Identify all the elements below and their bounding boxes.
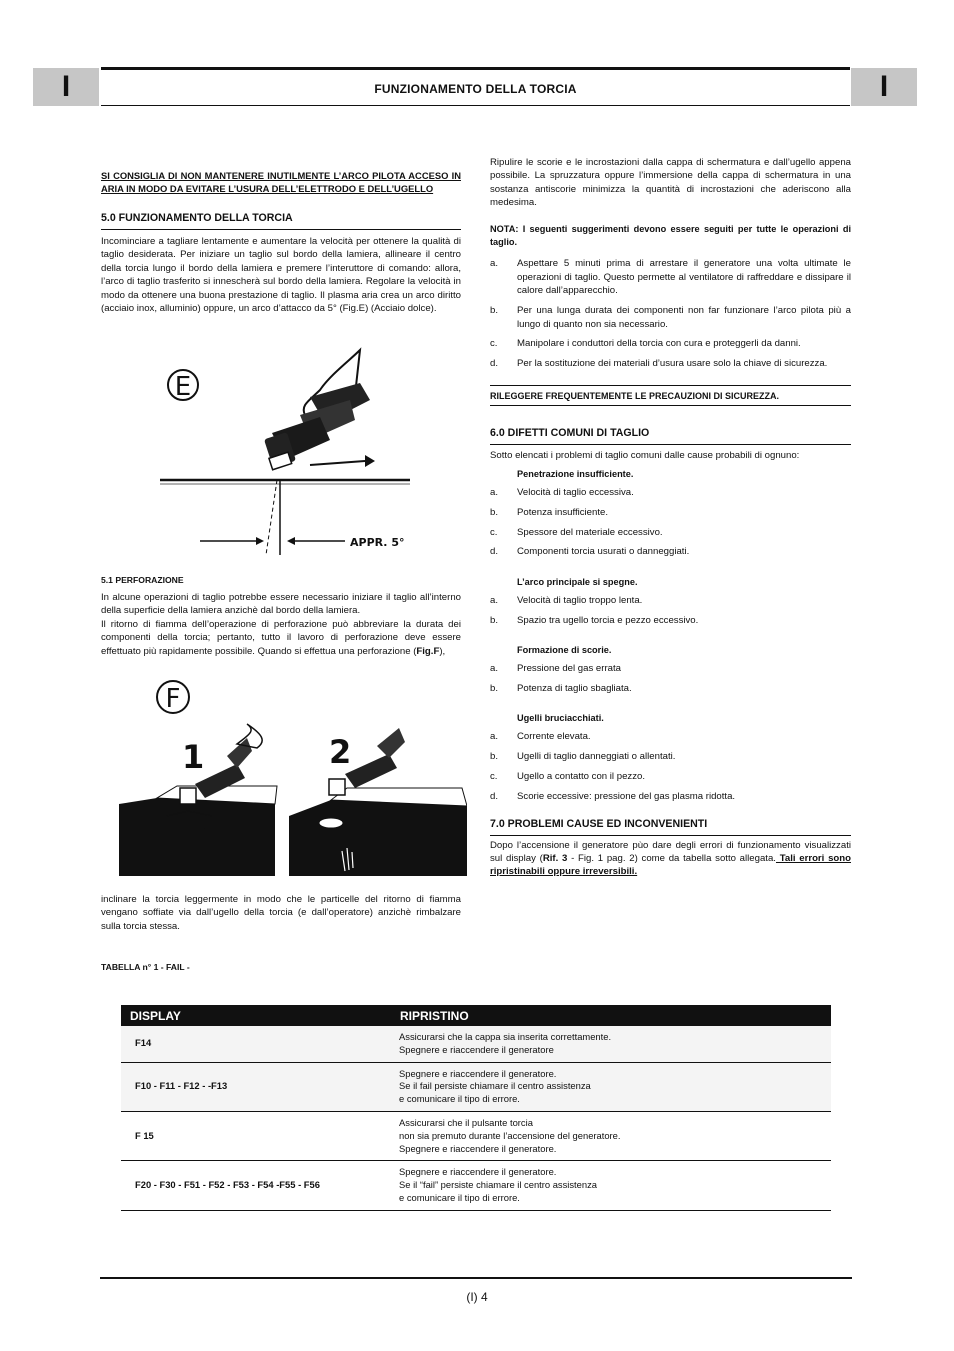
list-item: a. Pressione del gas errata bbox=[490, 663, 621, 675]
list-item: a. Velocità di taglio troppo lenta. bbox=[490, 594, 643, 606]
error-code: F10 - F11 - F12 - -F13 bbox=[121, 1062, 391, 1111]
table-row bbox=[121, 1111, 831, 1160]
list-item: b. Potenza insufficiente. bbox=[490, 506, 609, 518]
note-text: NOTA: I seguenti suggerimenti devono essere seguiti per tutte le operazioni di taglio. bbox=[490, 223, 851, 248]
list-item: c. Ugello a contatto con il pezzo. bbox=[490, 771, 645, 783]
table-header-restore: RIPRISTINO bbox=[391, 1005, 831, 1026]
section-5-0-title: 5.0 FUNZIONAMENTO DELLA TORCIA bbox=[101, 212, 461, 230]
figure-f-letter: F bbox=[165, 684, 181, 714]
after-figure-text: inclinare la torcia leggermente in modo che le particelle del ritorno di fiamma vengano soffiate via dall’ugello della torcia (e dall’operatore) anzichè rimbalzare sulla torcia stessa. bbox=[101, 894, 461, 932]
restore-instructions: Spegnere e riaccendere il generatore. Se il “fail” persiste chiamare il centro assistenza e comunicare il tipo di errore. bbox=[391, 1161, 831, 1210]
language-tab-left: I bbox=[33, 68, 99, 106]
section-5-1-title: 5.1 PERFORAZIONE bbox=[101, 575, 184, 585]
section-5-0-text: Incominciare a tagliare lentamente e aumentare la velocità per ottenere la qualità di taglio desiderata. Per iniziare un taglio sul bordo della lamiera, allineare il centro della torcia lungo il bordo della lamiera e premere l’interuttore di comando: allora, l’arco di taglio trasferito si innescherà sul bordo della lamiera. Regolare la velocità in modo da ottenere una buona prestazione di taglio. Il plasma aria crea un arco diritto (acciaio inox, alluminio) oppure, un arco d’attacco da 5° (Fig.E) (Acciaio dolce). bbox=[101, 236, 461, 315]
footer-rule bbox=[100, 1277, 852, 1279]
error-code: F20 - F30 - F51 - F52 - F53 - F54 -F55 - F56 bbox=[121, 1161, 391, 1210]
restore-instructions: Spegnere e riaccendere il generatore. Se il fail persiste chiamare il centro assistenza e comunicare il tipo di errore. bbox=[391, 1062, 831, 1111]
list-item: a. Velocità di taglio eccessiva. bbox=[490, 486, 634, 498]
list-item: d. Scorie eccessive: pressione del gas plasma ridotta. bbox=[490, 791, 736, 803]
section-6-0-title: 6.0 DIFETTI COMUNI DI TAGLIO bbox=[490, 427, 851, 445]
restore-instructions: Assicurarsi che la cappa sia inserita correttamente. Spegnere e riaccendere il generatore bbox=[391, 1026, 831, 1062]
list-item: b. Ugelli di taglio danneggiati o allentati. bbox=[490, 751, 676, 763]
errors-note: Tali errori sono ripristinabili oppure irreversibili. bbox=[490, 852, 851, 878]
figure-f-step-1: 1 bbox=[182, 738, 205, 776]
table-row bbox=[121, 1161, 831, 1210]
group-title: Formazione di scorie. bbox=[517, 645, 612, 656]
fig-f-ref: Fig.F bbox=[416, 645, 440, 657]
group-title: L’arco principale si spegne. bbox=[517, 576, 638, 587]
section-5-1-para-a: In alcune operazioni di taglio potrebbe essere necessario iniziare il taglio all’interno della superficie della lamiera anzichè dal bordo della lamiera. bbox=[101, 592, 461, 617]
table-row bbox=[121, 1062, 831, 1111]
language-tab-right: I bbox=[851, 68, 917, 106]
reread-warning: RILEGGERE FREQUENTEMENTE LE PRECAUZIONI DI SICUREZZA. bbox=[490, 385, 851, 406]
error-code: F14 bbox=[121, 1026, 391, 1062]
figure-f-step-2: 2 bbox=[329, 733, 352, 771]
figure-e-angle-label: APPR. 5° bbox=[350, 536, 405, 549]
section-7-0-text: Dopo l’accensione il generatore pùo dare degli errori di funzionamento visualizzati sul display (Rif. 3 - Fig. 1 pag. 2) come da tabella sotto allegata. Tali errori sono ripristinabili oppure irreversibili. bbox=[490, 839, 851, 878]
list-item: b. Potenza di taglio sbagliata. bbox=[490, 683, 632, 695]
table-caption: TABELLA n° 1 - FAIL - bbox=[101, 962, 190, 972]
figure-e-letter: E bbox=[174, 372, 192, 402]
list-item: d. Componenti torcia usurati o danneggiati. bbox=[490, 546, 690, 558]
error-code: F 15 bbox=[121, 1111, 391, 1160]
section-7-0-title: 7.0 PROBLEMI CAUSE ED INCONVENIENTI bbox=[490, 818, 851, 836]
cleaning-text: Ripulire le scorie e le incrostazioni dalla cappa di schermatura e dall’ugello appena possibile. La spruzzatura oppure l’immersione della cappa di schermatura in una sostanza antiscorie minimizza la quantità di incrostazioni che aderiscono alla medesima. bbox=[490, 157, 851, 209]
list-item: a. Aspettare 5 minuti prima di arrestare il generatore una volta ultimate le operazioni di taglio. Questo permette al ventilatore di raffreddare e dissipare il calore dall’apparecchio. bbox=[490, 258, 851, 297]
list-item: b. Spazio tra ugello torcia e pezzo eccessivo. bbox=[490, 614, 699, 626]
right-column bbox=[490, 156, 851, 879]
figure-e bbox=[160, 345, 410, 557]
section-5-1-para-b: Il ritorno di fiamma dell’operazione di perforazione può abbreviare la durata dei componenti della torcia; pertanto, tutto il lavoro di perforazione deve essere effettuato più rapidamente possibile. Quando si effettua una perforazione (Fig.F), bbox=[101, 618, 461, 657]
list-item: c. Spessore del materiale eccessivo. bbox=[490, 526, 663, 538]
page-header-title: FUNZIONAMENTO DELLA TORCIA bbox=[101, 67, 850, 106]
figure-f bbox=[117, 676, 467, 876]
fail-table bbox=[121, 1005, 831, 1211]
table-header-display: DISPLAY bbox=[121, 1005, 391, 1026]
restore-instructions: Assicurarsi che il pulsante torcia non sia premuto durante l’accensione del generatore. Spegnere e riaccendere il generatore. bbox=[391, 1111, 831, 1160]
list-item: d. Per la sostituzione dei materiali d’usura usare solo la chiave di sicurezza. bbox=[490, 358, 828, 370]
arc-warning: SI CONSIGLIA DI NON MANTENERE INUTILMENTE L’ARCO PILOTA ACCESO IN ARIA IN MODO DA EVITARE L’USURA DELL’ELETTRODO E DELL’UGELLO bbox=[101, 170, 461, 194]
list-item: a. Corrente elevata. bbox=[490, 731, 591, 743]
group-title: Penetrazione insufficiente. bbox=[517, 468, 634, 479]
section-6-0-intro: Sotto elencati i problemi di taglio comuni dalle cause probabili di ognuno: bbox=[490, 449, 800, 461]
list-item: b. Per una lunga durata dei componenti non far funzionare l’arco pilota più a lungo di quanto non sia necessario. bbox=[490, 305, 851, 330]
tips-list bbox=[490, 257, 851, 370]
section-5-1-text bbox=[101, 591, 461, 658]
page-number: (I) 4 bbox=[466, 1290, 488, 1304]
group-title: Ugelli bruciacchiati. bbox=[517, 713, 604, 724]
rif-3-ref: Rif. 3 bbox=[542, 852, 568, 864]
table-row bbox=[121, 1026, 831, 1062]
list-item: c. Manipolare i conduttori della torcia con cura e proteggerli da danni. bbox=[490, 338, 801, 350]
